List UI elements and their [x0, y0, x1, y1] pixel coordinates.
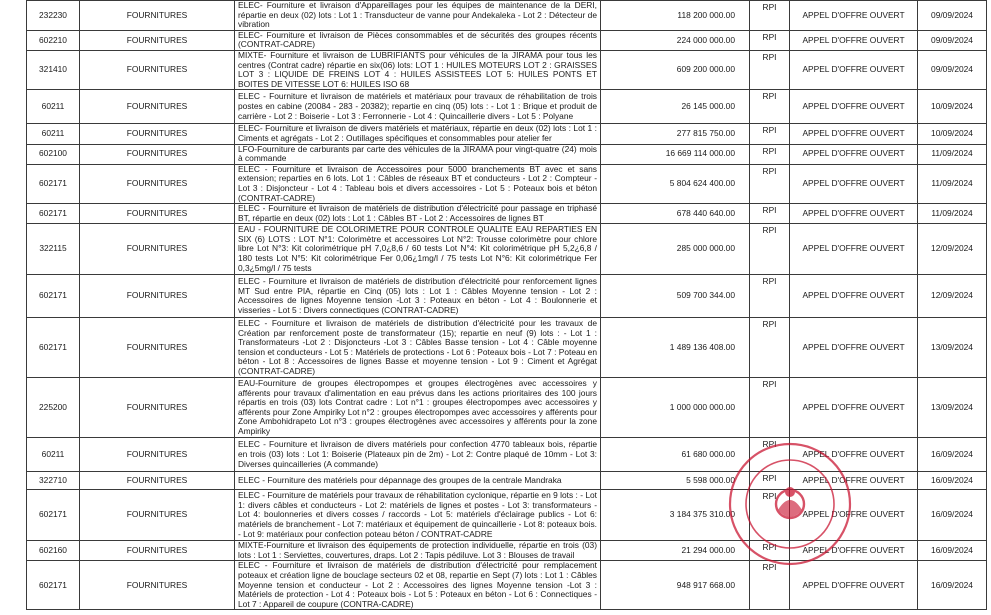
row-description: ELEC - Fourniture et livraison de matériels de distribution d'électricité pour remplacement poteaux et création ligne de bouclage secteurs 02 et 08, repartie en Sept (7) lots : Lot 1 : Câbles Moyenne tension et conducteur - Lot 2 : Accessoires des lignes Moyenne tension -Lot 3 : Matériels de protection - Lot 4 : Poteaux bois - Lot 5 : Poteaux en béton - Lot 6 : Connectiques - Lot 7 : Appareil de coupure (CONTRA-CADRE)	[235, 561, 601, 610]
row-nature: FOURNITURES	[80, 224, 235, 275]
table-row	[27, 490, 987, 541]
row-amount: 948 917 668.00	[601, 561, 750, 610]
row-date: 16/09/2024	[918, 561, 987, 610]
procurement-table-page	[26, 0, 986, 610]
row-date: 09/09/2024	[918, 1, 987, 31]
table-row	[27, 224, 987, 275]
row-mode: RPI	[750, 224, 790, 275]
row-description: ELEC - Fourniture et livraison de divers matériels pour confection 4770 tableaux bois, répartie en trois (03) lots : Lot 1: Boiserie (Plateaux pin de 2m) - Lot 2: Contre plaqué de 10mm - Lot 3: Diverses quincailleries (A commande)	[235, 438, 601, 472]
row-amount: 678 440 640.00	[601, 204, 750, 224]
row-mode: RPI	[750, 378, 790, 438]
row-description: ELEC - Fourniture de matériels pour travaux de réhabilitation cyclonique, répartie en 9 lots : - Lot 1: divers câbles et conducteurs - Lot 2: matériels de lignes et postes - Lot 3: transformateurs - Lot 4: boulonneries et divers cosses / raccords - Lot 5: matériels d'éclairage publics - Lot 6: matériels de branchement - Lot 7: matériaux et équipement de quincaillerie - Lot 8: poteaux bois. - Lot 9: matériaux pour confection poteau béton / CONTRAT-CADRE	[235, 490, 601, 541]
row-amount: 509 700 344.00	[601, 275, 750, 318]
table-row	[27, 318, 987, 378]
row-code: 602160	[27, 541, 80, 561]
row-description: ELEC - Fourniture des matériels pour dépannage des groupes de la centrale Mandraka	[235, 472, 601, 490]
row-nature: FOURNITURES	[80, 30, 235, 50]
row-date: 10/09/2024	[918, 90, 987, 124]
row-method: APPEL D'OFFRE OUVERT	[790, 124, 918, 144]
row-method: APPEL D'OFFRE OUVERT	[790, 275, 918, 318]
row-method: APPEL D'OFFRE OUVERT	[790, 541, 918, 561]
table-row	[27, 438, 987, 472]
row-mode: RPI	[750, 318, 790, 378]
row-nature: FOURNITURES	[80, 50, 235, 89]
row-amount: 118 200 000.00	[601, 1, 750, 31]
row-date: 13/09/2024	[918, 378, 987, 438]
table-row	[27, 90, 987, 124]
row-description: ELEC- Fourniture et livraison d'Appareillages pour les équipes de maintenance de la DERI, répartie en deux (02) lots : Lot 1 : Transducteur de vanne pour Andekaleka - Lot 2 : Détecteur de vibration	[235, 1, 601, 31]
row-method: APPEL D'OFFRE OUVERT	[790, 472, 918, 490]
row-description: ELEC - Fourniture et livraison de matériels et matériaux pour travaux de réhabilitation de trois postes en cabine (20084 - 283 - 20382); repartie en cinq (05) lots : - Lot 1 : Brique et produit de carrière - Lot 2 : Boiserie - Lot 3 : Ferronnerie - Lot 4 : Quincaillerie divers - Lot 5 : Polyane	[235, 90, 601, 124]
row-code: 60211	[27, 438, 80, 472]
row-mode: RPI	[750, 472, 790, 490]
row-nature: FOURNITURES	[80, 318, 235, 378]
row-mode: RPI	[750, 1, 790, 31]
row-nature: FOURNITURES	[80, 438, 235, 472]
table-row	[27, 472, 987, 490]
table-row	[27, 204, 987, 224]
row-code: 602210	[27, 30, 80, 50]
table-row	[27, 144, 987, 164]
row-date: 10/09/2024	[918, 124, 987, 144]
row-description: ELEC - Fourniture et livraison de matériels de distribution d'électricité pour les travaux de Création par renforcement poste de transformateur (15); repartie en neuf (9) lots : - Lot 1 : Transformateurs -Lot 2 : Disjoncteurs -Lot 3 : Câbles Basse tension - Lot 4 : Câble moyenne tension et conducteurs - Lot 5 : Matériels de protections - Lot 6 : Poteaux bois - Lot 7 : Poteau en béton - Lot 8 : Accessoires de lignes Basse et moyenne tension - Lot 9 : Ciment et Agrégat (CONTRAT-CADRE)	[235, 318, 601, 378]
table-row	[27, 275, 987, 318]
row-nature: FOURNITURES	[80, 275, 235, 318]
row-code: 322115	[27, 224, 80, 275]
row-code: 60211	[27, 90, 80, 124]
row-date: 09/09/2024	[918, 30, 987, 50]
row-method: APPEL D'OFFRE OUVERT	[790, 164, 918, 203]
row-date: 16/09/2024	[918, 472, 987, 490]
row-date: 16/09/2024	[918, 438, 987, 472]
row-nature: FOURNITURES	[80, 561, 235, 610]
row-code: 322710	[27, 472, 80, 490]
row-mode: RPI	[750, 490, 790, 541]
row-nature: FOURNITURES	[80, 124, 235, 144]
row-mode: RPI	[750, 438, 790, 472]
row-description: MIXTE-Fourniture et livraison des équipements de protection individuelle, répartie en trois (03) lots : Lot 1 : Serviettes, couvertures, draps. Lot 2 : Tapis pédiluve. Lot 3 : Blouses de travail	[235, 541, 601, 561]
row-code: 602171	[27, 490, 80, 541]
row-description: MIXTE- Fourniture et livraison de LUBRIFIANTS pour véhicules de la JIRAMA pour tous les centres (Contrat cadre) répartie en six(06) lots: LOT 1 : HUILES MOTEURS LOT 2 : GRAISSES LOT 3 : LIQUIDE DE FREINS LOT 4 : HUILES ASSISTEES LOT 5: HUILES PONTS ET BOITES DE VITESSE LOT 6: HUILES ISO 68	[235, 50, 601, 89]
row-code: 60211	[27, 124, 80, 144]
row-description: ELEC- Fourniture et livraison de divers matériels et matériaux, répartie en deux (02) lots : Lot 1 : Ciments et agrégats - Lot 2 : Outillages spécifiques et consommables pour atelier fer	[235, 124, 601, 144]
row-nature: FOURNITURES	[80, 1, 235, 31]
table-row	[27, 164, 987, 203]
row-amount: 1 000 000 000.00	[601, 378, 750, 438]
row-nature: FOURNITURES	[80, 541, 235, 561]
table-row	[27, 124, 987, 144]
row-description: ELEC - Fourniture et livraison de matériels de distribution d'électricité pour passage en triphasé BT, répartie en deux (02) lots : Lot 1 : Câbles BT - Lot 2 : Accessoires de lignes BT	[235, 204, 601, 224]
row-date: 11/09/2024	[918, 164, 987, 203]
row-code: 225200	[27, 378, 80, 438]
row-description: ELEC - Fourniture et livraison de Accessoires pour 5000 branchements BT avec et sans extension; reparties en 6 lots. Lot 1 : Câbles de réseaux BT et conducteurs - Lot 2 : Compteur - Lot 3 : Disjoncteur - Lot 4 : Tableau bois et divers accessoires - Lot 5 : Poteaux bois et béton (CONTRAT-CADRE)	[235, 164, 601, 203]
row-amount: 285 000 000.00	[601, 224, 750, 275]
row-method: APPEL D'OFFRE OUVERT	[790, 378, 918, 438]
row-description: ELEC - Fourniture et livraison de matériels de distribution d'électricité pour renforcement lignes MT Sud entre PIA, répartie en Cinq (05) lots : Lot 1 : Câbles Moyenne tension - Lot 2 : Accessoires de lignes Moyenne tension -Lot 3 : Poteaux en béton - Lot 4 : Boulonnerie et visseries - Lot 5 : Divers connectiques (CONTRAT-CADRE)	[235, 275, 601, 318]
row-code: 321410	[27, 50, 80, 89]
row-amount: 609 200 000.00	[601, 50, 750, 89]
row-code: 602171	[27, 204, 80, 224]
row-date: 16/09/2024	[918, 541, 987, 561]
row-amount: 5 804 624 400.00	[601, 164, 750, 203]
table-body	[27, 1, 987, 610]
row-nature: FOURNITURES	[80, 204, 235, 224]
row-nature: FOURNITURES	[80, 90, 235, 124]
row-nature: FOURNITURES	[80, 472, 235, 490]
row-mode: RPI	[750, 275, 790, 318]
row-method: APPEL D'OFFRE OUVERT	[790, 90, 918, 124]
row-date: 11/09/2024	[918, 144, 987, 164]
row-description: EAU-Fourniture de groupes électropompes et groupes électrogènes avec accessoires y afférents pour travaux d'alimentation en eau prévus dans les actions prioritaires des 100 jours répartis en trois (03) lots Contrat cadre : Lot n°1 : groupes électropompes avec accessoires y afférents pour Zone Ampiriky Lot n°2 : groupes électropompes avec accessoires y afférents pour Zone Ambohidrapeto Lot n°3 : groupes électrogènes avec accessoires y afférents pour la zone Ampiriky	[235, 378, 601, 438]
row-nature: FOURNITURES	[80, 164, 235, 203]
row-date: 11/09/2024	[918, 204, 987, 224]
row-method: APPEL D'OFFRE OUVERT	[790, 561, 918, 610]
table-row	[27, 378, 987, 438]
row-amount: 277 815 750.00	[601, 124, 750, 144]
row-mode: RPI	[750, 164, 790, 203]
row-description: ELEC- Fourniture et livraison de Pièces consommables et de sécurités des groupes récents (CONTRAT-CADRE)	[235, 30, 601, 50]
row-nature: FOURNITURES	[80, 144, 235, 164]
table-row	[27, 1, 987, 31]
row-amount: 224 000 000.00	[601, 30, 750, 50]
row-mode: RPI	[750, 124, 790, 144]
row-amount: 26 145 000.00	[601, 90, 750, 124]
row-method: APPEL D'OFFRE OUVERT	[790, 438, 918, 472]
row-method: APPEL D'OFFRE OUVERT	[790, 490, 918, 541]
row-method: APPEL D'OFFRE OUVERT	[790, 204, 918, 224]
table-row	[27, 561, 987, 610]
row-mode: RPI	[750, 541, 790, 561]
row-mode: RPI	[750, 561, 790, 610]
row-amount: 1 489 136 408.00	[601, 318, 750, 378]
row-description: LFO-Fourniture de carburants par carte des véhicules de la JIRAMA pour vingt-quatre (24) mois à commande	[235, 144, 601, 164]
row-amount: 61 680 000.00	[601, 438, 750, 472]
row-method: APPEL D'OFFRE OUVERT	[790, 224, 918, 275]
row-method: APPEL D'OFFRE OUVERT	[790, 1, 918, 31]
row-amount: 5 598 000.00	[601, 472, 750, 490]
row-amount: 3 184 375 310.00	[601, 490, 750, 541]
row-mode: RPI	[750, 30, 790, 50]
row-method: APPEL D'OFFRE OUVERT	[790, 144, 918, 164]
row-nature: FOURNITURES	[80, 490, 235, 541]
row-amount: 21 294 000.00	[601, 541, 750, 561]
row-description: EAU - FOURNITURE DE COLORIMETRE POUR CONTROLE QUALITE EAU REPARTIES EN SIX (6) LOTS : LOT N°1: Colorimètre et accessoires Lot N°2: Trousse colorimètre pour chlore libre Lot N°3: Kit colorimétrique pH 7,0¿8,6 / 60 tests Lot N°4: Kit colorimétrique pH 5,2¿6,8 / 180 tests Lot N°5: Kit colorimétrique Fer 0,06¿1mg/l / 75 tests Lot N°6: Kit colorimétrique Fer 0,3¿5mg/l / 75 tests	[235, 224, 601, 275]
row-mode: RPI	[750, 204, 790, 224]
row-date: 13/09/2024	[918, 318, 987, 378]
row-code: 602171	[27, 164, 80, 203]
table-row	[27, 50, 987, 89]
row-code: 602171	[27, 275, 80, 318]
row-method: APPEL D'OFFRE OUVERT	[790, 50, 918, 89]
table-row	[27, 30, 987, 50]
row-code: 232230	[27, 1, 80, 31]
row-method: APPEL D'OFFRE OUVERT	[790, 318, 918, 378]
row-date: 12/09/2024	[918, 224, 987, 275]
row-mode: RPI	[750, 144, 790, 164]
row-date: 16/09/2024	[918, 490, 987, 541]
table-row	[27, 541, 987, 561]
row-date: 09/09/2024	[918, 50, 987, 89]
row-mode: RPI	[750, 50, 790, 89]
procurement-plan-table	[26, 0, 987, 610]
row-code: 602171	[27, 561, 80, 610]
row-amount: 16 669 114 000.00	[601, 144, 750, 164]
row-nature: FOURNITURES	[80, 378, 235, 438]
row-code: 602171	[27, 318, 80, 378]
row-mode: RPI	[750, 90, 790, 124]
row-date: 12/09/2024	[918, 275, 987, 318]
row-method: APPEL D'OFFRE OUVERT	[790, 30, 918, 50]
row-code: 602100	[27, 144, 80, 164]
